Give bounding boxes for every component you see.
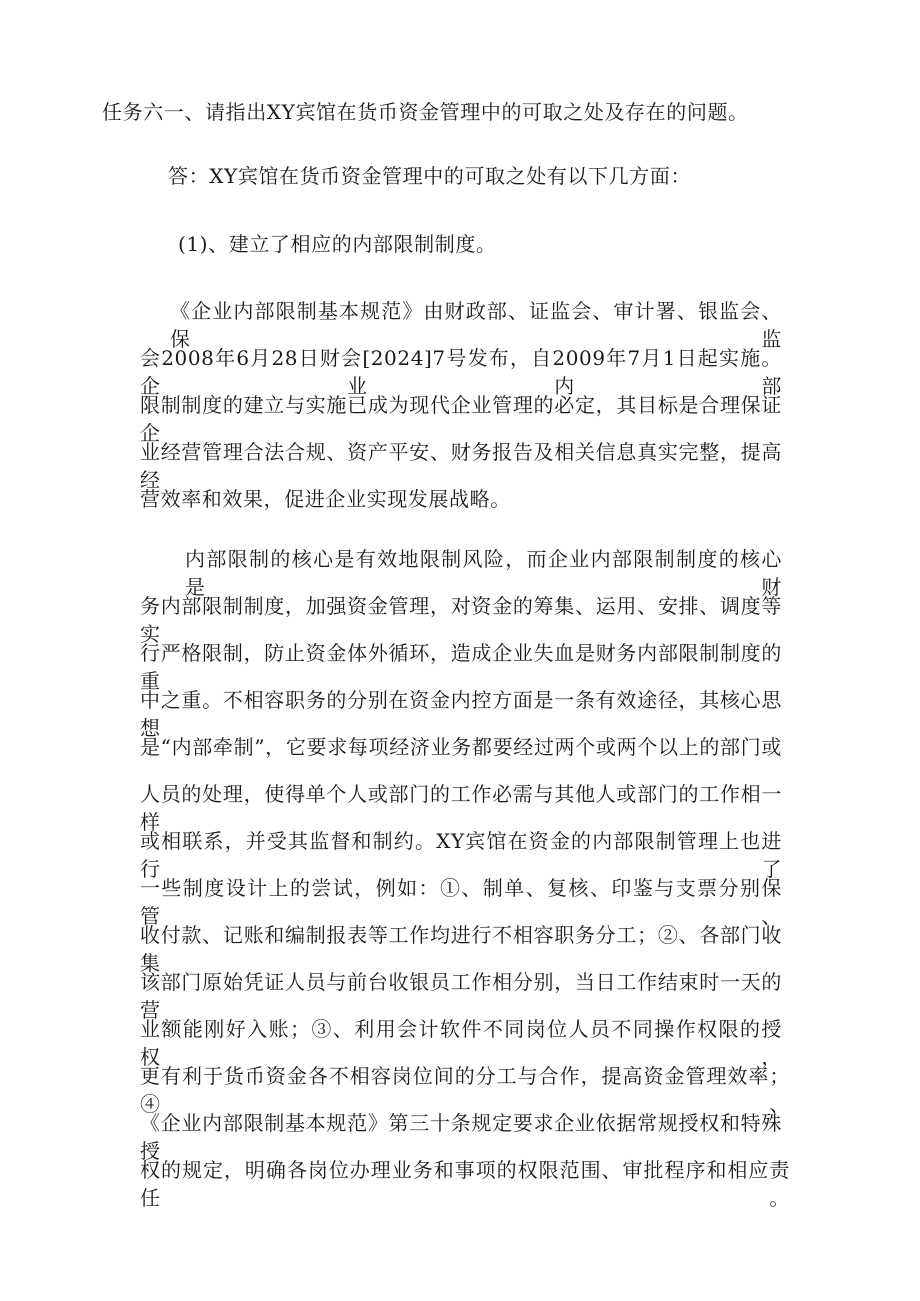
paragraph-2-line-3: 行严格限制，防止资金体外循环，造成企业失血是财务内部限制制度的重 xyxy=(140,641,782,693)
point-1-heading: (1)、建立了相应的内部限制制度。 xyxy=(178,232,497,256)
paragraph-2-line-13: 《企业内部限制基本规范》第三十条规定要求企业依据常规授权和特殊授 xyxy=(140,1111,782,1163)
paragraph-2-line-2: 务内部限制制度，加强资金管理，对资金的筹集、运用、安排、调度等实 xyxy=(140,594,782,646)
paragraph-2-line-11: 业额能刚好入账；③、利用会计软件不同岗位人员不同操作权限的授权， xyxy=(140,1017,782,1069)
paragraph-2-line-10: 该部门原始凭证人员与前台收银员工作相分别，当日工作结束时一天的营 xyxy=(140,970,782,1022)
paragraph-1-line-1: 《企业内部限制基本规范》由财政部、证监会、审计署、银监会、保监 xyxy=(170,299,782,351)
paragraph-2-line-7: 或相联系，并受其监督和制约。XY宾馆在资金的内部限制管理上也进行了 xyxy=(140,829,782,881)
task-heading: 任务六一、请指出XY宾馆在货币资金管理中的可取之处及存在的问题。 xyxy=(102,100,749,124)
paragraph-2-line-4: 中之重。不相容职务的分别在资金内控方面是一条有效途径，其核心思想 xyxy=(140,688,782,740)
paragraph-2-line-6: 人员的处理，使得单个人或部门的工作必需与其他人或部门的工作相一样 xyxy=(140,782,782,834)
paragraph-1-line-2: 会2008年6月28日财会[2024]7号发布，自2009年7月1日起实施。企业内部 xyxy=(140,346,782,398)
paragraph-2-line-14: 权的规定，明确各岗位办理业务和事项的权限范围、审批程序和相应责任。 xyxy=(140,1158,790,1210)
paragraph-2-line-9: 收付款、记账和编制报表等工作均进行不相容职务分工；②、各部门收集 xyxy=(140,923,782,975)
paragraph-2-line-5: 是“内部牵制”，它要求每项经济业务都要经过两个或两个以上的部门或 xyxy=(140,735,782,759)
paragraph-2-line-12: 更有利于货币资金各不相容岗位间的分工与合作，提高资金管理效率；④、 xyxy=(140,1064,790,1116)
paragraph-2-line-1: 内部限制的核心是有效地限制风险，而企业内部限制制度的核心是财 xyxy=(185,547,782,599)
paragraph-1-line-5: 营效率和效果，促进企业实现发展战略。 xyxy=(140,487,511,511)
paragraph-2-line-8: 一些制度设计上的尝试，例如：①、制单、复核、印鉴与支票分别保管、 xyxy=(140,876,782,928)
answer-intro: 答：XY宾馆在货币资金管理中的可取之处有以下几方面： xyxy=(168,164,692,188)
paragraph-1-line-3: 限制制度的建立与实施已成为现代企业管理的必定，其目标是合理保证企 xyxy=(140,393,782,445)
paragraph-1-line-4: 业经营管理合法合规、资产平安、财务报告及相关信息真实完整，提高经 xyxy=(140,440,782,492)
